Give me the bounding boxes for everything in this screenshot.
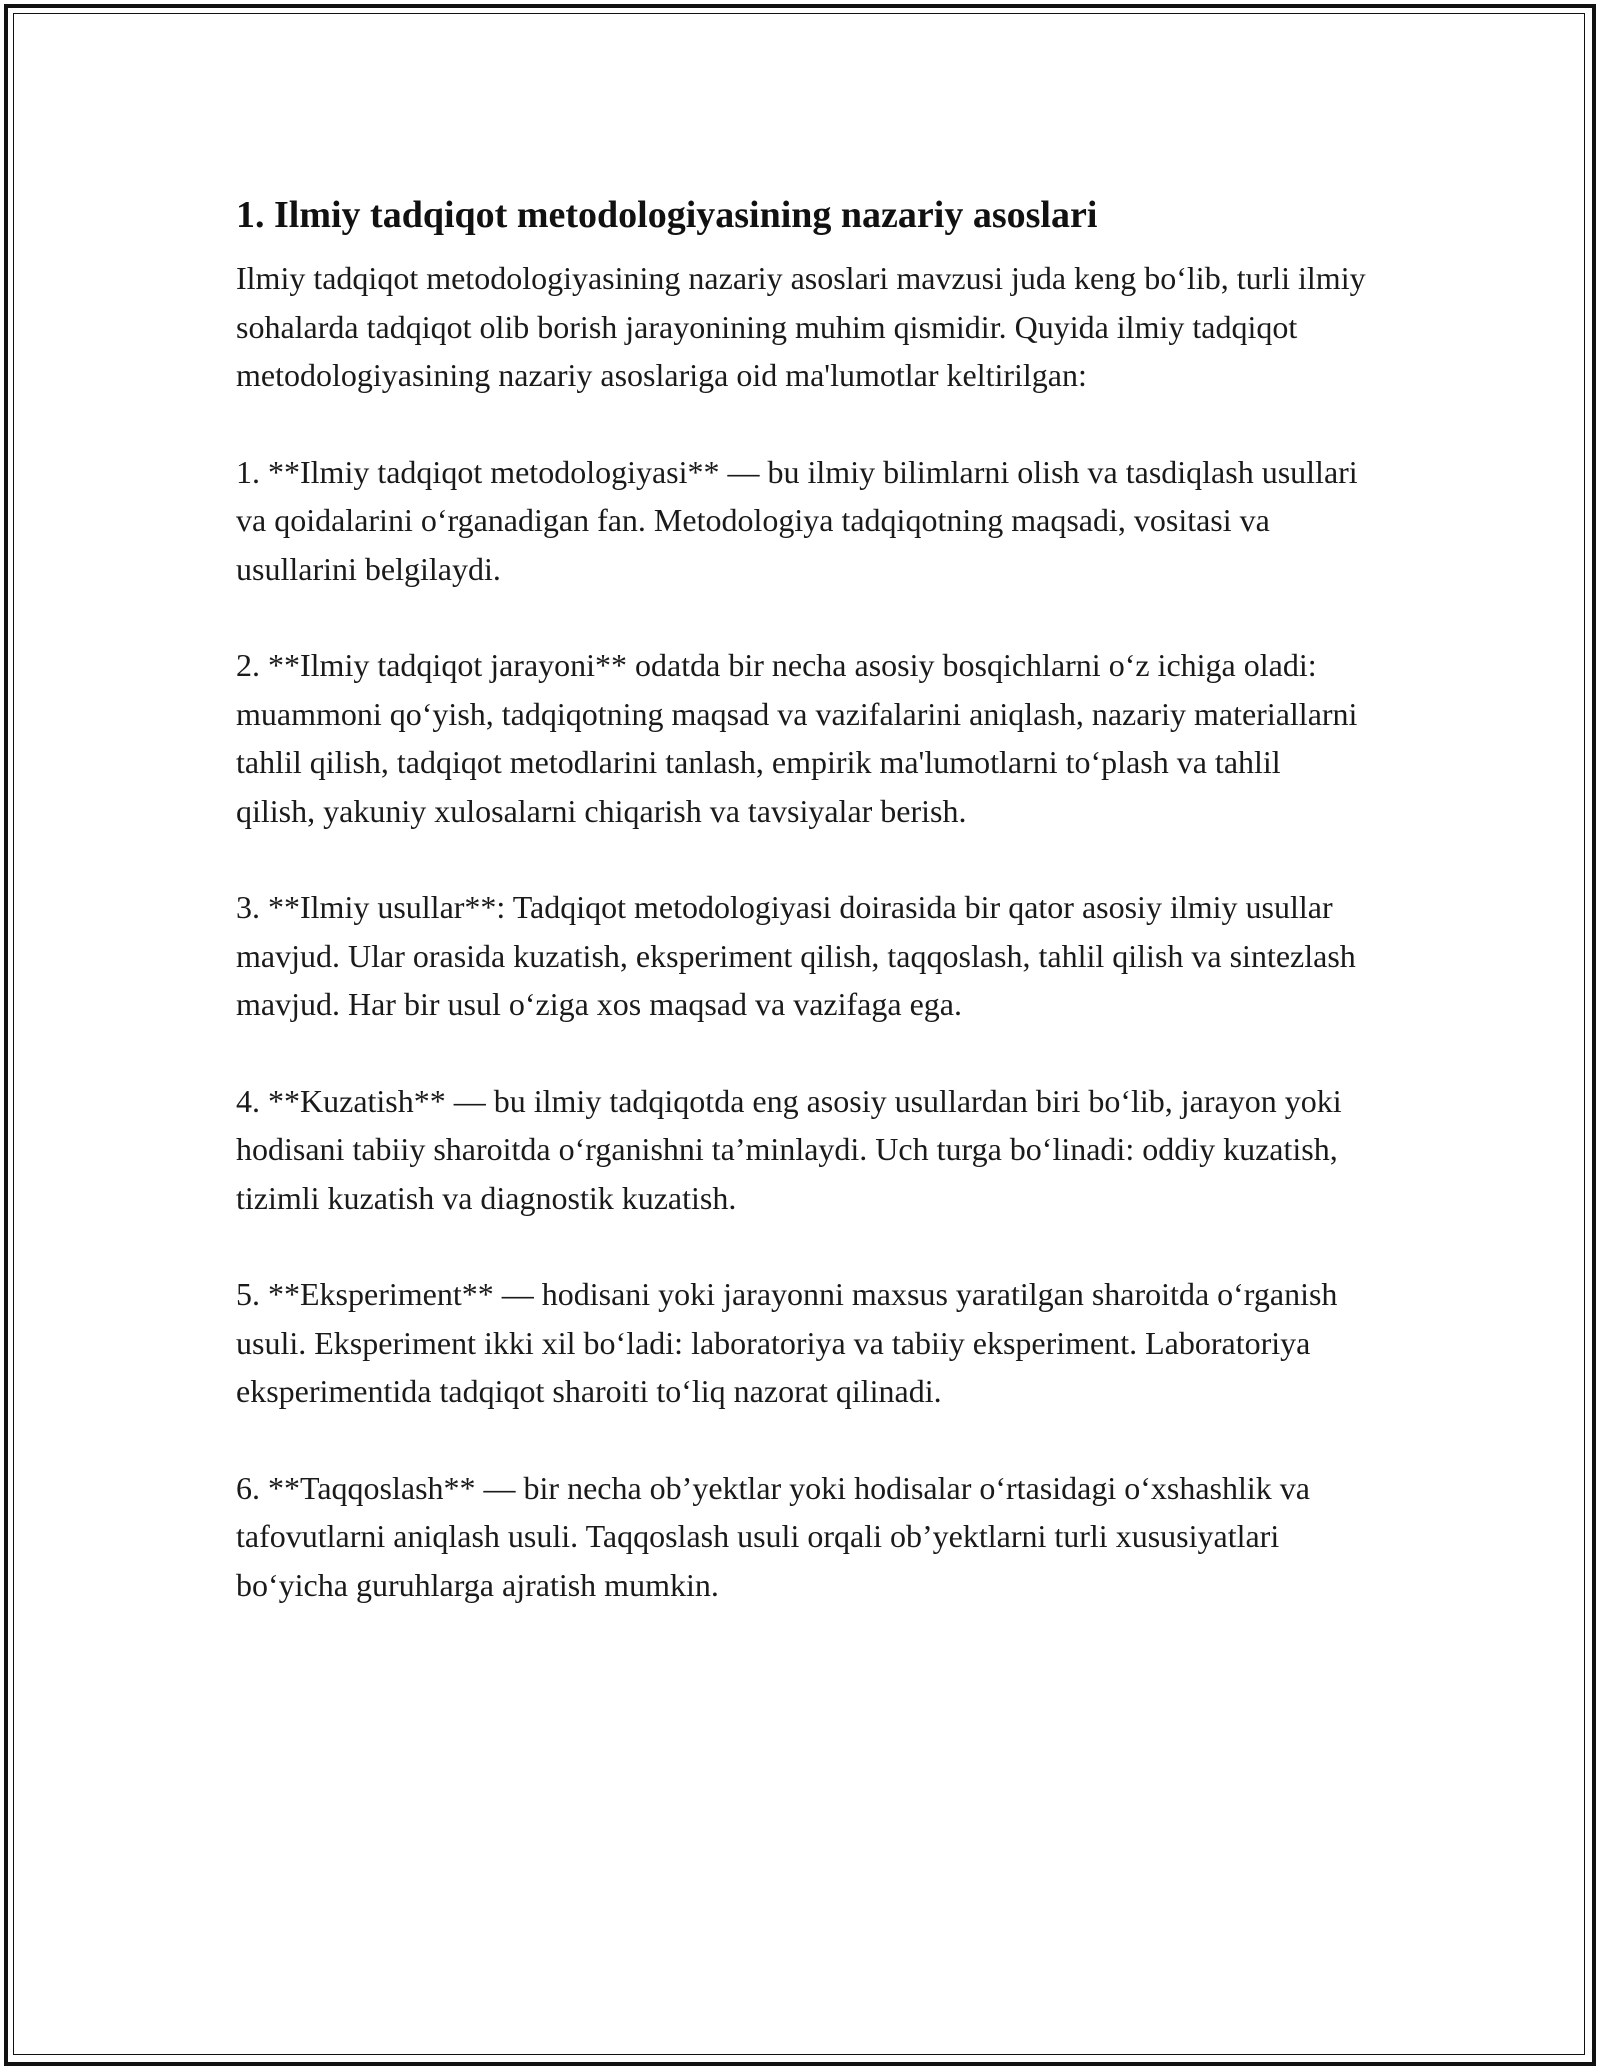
paragraph-research-process: 2. **Ilmiy tadqiqot jarayoni** odatda bir necha asosiy bosqichlarni o‘z ichiga oladi: muammoni qo‘yish, tadqiqotning maqsad va vazifalarini aniqlash, nazariy materiallarni tahlil qilish, tadqiqot metodlarini tanlash, empirik ma'lumotlarni to‘plash va tahlil qilish, yakuniy xulosalarni chiqarish va tavsiyalar berish. [236,647,1358,829]
intro-paragraph: Ilmiy tadqiqot metodologiyasining nazariy asoslari mavzusi juda keng bo‘lib, turli ilmiy sohalarda tadqiqot olib borish jarayonining muhim qismidir. Quyida ilmiy tadqiqot metodologiyasining nazariy asoslariga oid ma'lumotlar keltirilgan: [236,260,1366,393]
paragraph-experiment: 5. **Eksperiment** — hodisani yoki jarayonni maxsus yaratilgan sharoitda o‘rganish usuli. Eksperiment ikki xil bo‘ladi: laboratoriya va tabiiy eksperiment. Laboratoriya eksperimentida tadqiqot sharoiti to‘liq nazorat qilinadi. [236,1276,1338,1409]
paragraph-comparison: 6. **Taqqoslash** — bir necha ob’yektlar yoki hodisalar o‘rtasidagi o‘xshashlik va tafovutlarni aniqlash usuli. Taqqoslash usuli orqali ob’yektlarni turli xususiyatlari bo‘yicha guruhlarga ajratish mumkin. [236,1469,1310,1603]
document-title: 1. Ilmiy tadqiqot metodologiyasining nazariy asoslari [236,194,1098,236]
paragraph-methodology: 1. **Ilmiy tadqiqot metodologiyasi** — bu ilmiy bilimlarni olish va tasdiqlash usullari va qoidalarini o‘rganadigan fan. Metodologiya tadqiqotning maqsadi, vositasi va usullarini belgilaydi. [236,453,1358,587]
paragraph-scientific-methods: 3. **Ilmiy usullar**: Tadqiqot metodologiyasi doirasida bir qator asosiy ilmiy usullar mavjud. Ular orasida kuzatish, eksperiment qilish, taqqoslash, tahlil qilish va sintezlash mavjud. Har bir usul o‘ziga xos maqsad va vazifaga ega. [236,889,1356,1022]
document-body [236,188,1366,1609]
paragraph-observation: 4. **Kuzatish** — bu ilmiy tadqiqotda eng asosiy usullardan biri bo‘lib, jarayon yoki hodisani tabiiy sharoitda o‘rganishni ta’minlaydi. Uch turga bo‘linadi: oddiy kuzatish, tizimli kuzatish va diagnostik kuzatish. [236,1082,1342,1216]
